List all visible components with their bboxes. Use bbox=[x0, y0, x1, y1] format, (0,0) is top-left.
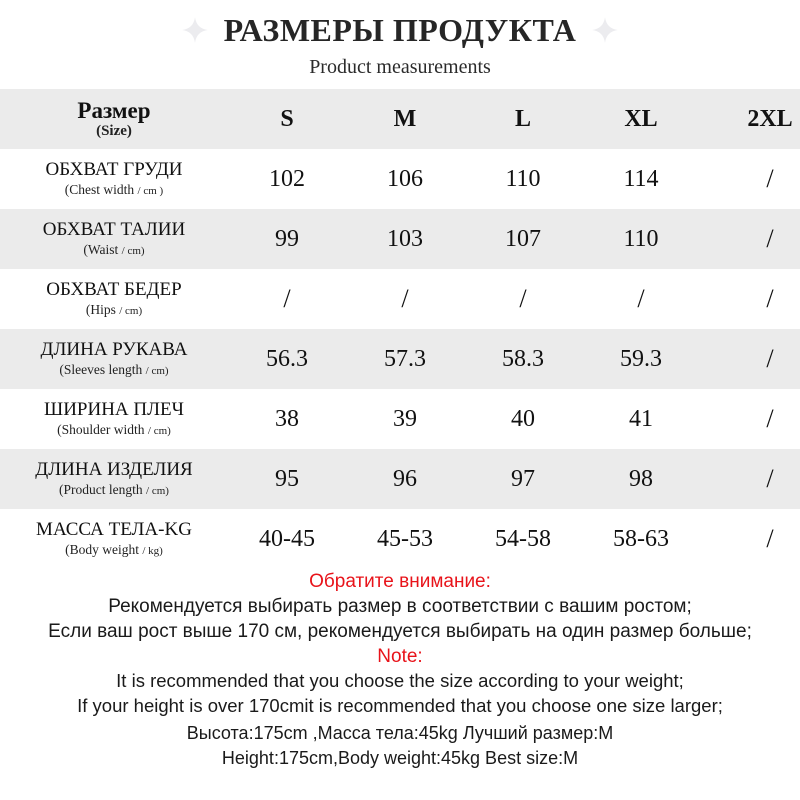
cell-value: / bbox=[766, 464, 774, 493]
example-line-en: Height:175cm,Body weight:45kg Best size:M bbox=[221, 747, 579, 768]
row-label-unit: / cm) bbox=[121, 245, 145, 258]
cell-value: 107 bbox=[505, 225, 541, 252]
row-label-unit: / cm ) bbox=[137, 185, 164, 198]
row-label-en bbox=[0, 482, 228, 498]
cell-value: 98 bbox=[629, 465, 653, 492]
row-label-chest bbox=[0, 149, 228, 209]
row-label-en bbox=[0, 242, 228, 258]
column-header-xl: XL bbox=[624, 105, 658, 132]
cell-value: 103 bbox=[387, 225, 423, 252]
row-label-en-text: (Shoulder width bbox=[57, 422, 145, 438]
table-row bbox=[0, 449, 800, 509]
cell-value: / bbox=[766, 284, 774, 313]
row-label-shoulder bbox=[0, 389, 228, 449]
notes-section bbox=[0, 569, 800, 771]
cell-value: 114 bbox=[623, 165, 659, 192]
header-size-en: (Size) bbox=[96, 122, 132, 139]
cell-value: 40-45 bbox=[259, 525, 315, 552]
row-label-en-text: (Sleeves length bbox=[59, 362, 143, 378]
table-row bbox=[0, 389, 800, 449]
cell-value: 40 bbox=[511, 405, 535, 432]
page-subtitle: Product measurements bbox=[309, 56, 491, 78]
row-label-unit: / cm) bbox=[119, 305, 143, 318]
table-row bbox=[0, 329, 800, 389]
row-label-ru: ОБХВАТ ТАЛИИ bbox=[42, 219, 186, 241]
cell-value: 56.3 bbox=[266, 345, 308, 372]
column-header-l: L bbox=[514, 105, 531, 132]
row-label-ru: ШИРИНА ПЛЕЧ bbox=[44, 399, 184, 421]
cell-value: 45-53 bbox=[377, 525, 433, 552]
title-block bbox=[0, 0, 800, 77]
cell-value: 110 bbox=[505, 165, 541, 192]
row-label-ru: ДЛИНА ИЗДЕЛИЯ bbox=[35, 459, 193, 481]
title-row bbox=[0, 9, 800, 51]
cell-value: / bbox=[283, 284, 291, 313]
row-label-product-length bbox=[0, 449, 228, 509]
row-label-unit: / kg) bbox=[142, 545, 163, 558]
row-label-en-text: (Waist bbox=[83, 242, 119, 258]
header-size-ru: Размер bbox=[77, 97, 151, 123]
cell-value: 41 bbox=[629, 405, 653, 432]
sparkle-right-icon bbox=[592, 17, 618, 43]
cell-value: / bbox=[637, 284, 645, 313]
note-line-en-1: It is recommended that you choose the size according to your weight; bbox=[116, 670, 684, 692]
row-label-sleeves bbox=[0, 329, 228, 389]
row-label-en bbox=[0, 182, 228, 198]
cell-value: 106 bbox=[387, 165, 423, 192]
sparkle-left-icon bbox=[182, 17, 208, 43]
cell-value: 97 bbox=[511, 465, 535, 492]
row-label-en bbox=[0, 422, 228, 438]
column-header-2xl: 2XL bbox=[747, 105, 793, 132]
row-label-unit: / cm) bbox=[146, 485, 169, 498]
row-label-en bbox=[0, 362, 228, 378]
table-row bbox=[0, 269, 800, 329]
row-label-body-weight bbox=[0, 509, 228, 569]
row-label-hips bbox=[0, 269, 228, 329]
row-label-unit: / cm) bbox=[147, 425, 171, 438]
table-header-row bbox=[0, 89, 800, 149]
cell-value: / bbox=[766, 344, 774, 373]
header-cell-size-label bbox=[0, 89, 228, 149]
cell-value: / bbox=[766, 164, 774, 193]
cell-value: 95 bbox=[275, 465, 299, 492]
table-row bbox=[0, 149, 800, 209]
table-row bbox=[0, 509, 800, 569]
row-label-en-text: (Hips bbox=[85, 302, 116, 318]
cell-value: 59.3 bbox=[620, 345, 662, 372]
note-line-ru-2: Если ваш рост выше 170 см, рекомендуется выбирать на один размер больше; bbox=[48, 621, 752, 643]
cell-value: 54-58 bbox=[495, 525, 551, 552]
size-measurements-table bbox=[0, 89, 800, 569]
cell-value: / bbox=[519, 284, 527, 313]
cell-value: / bbox=[766, 524, 774, 553]
cell-value: / bbox=[766, 224, 774, 253]
row-label-ru: ОБХВАТ ГРУДИ bbox=[45, 159, 183, 181]
row-label-unit: / cm) bbox=[145, 365, 169, 378]
table-row bbox=[0, 209, 800, 269]
example-line-ru: Высота:175cm ,Масса тела:45kg Лучший размер:М bbox=[186, 723, 614, 744]
cell-value: 110 bbox=[623, 225, 659, 252]
page-title: РАЗМЕРЫ ПРОДУКТА bbox=[223, 12, 577, 48]
row-label-ru: ОБХВАТ БЕДЕР bbox=[46, 279, 182, 301]
note-heading-en: Note: bbox=[377, 646, 423, 668]
column-header-s: S bbox=[280, 105, 294, 132]
cell-value: 57.3 bbox=[384, 345, 426, 372]
cell-value: 39 bbox=[393, 405, 417, 432]
note-heading-ru: Обратите внимание: bbox=[309, 571, 491, 592]
cell-value: 96 bbox=[393, 465, 417, 492]
row-label-ru: ДЛИНА РУКАВА bbox=[40, 339, 188, 361]
cell-value: 58-63 bbox=[613, 525, 669, 552]
row-label-en-text: (Product length bbox=[59, 482, 143, 498]
column-header-m: M bbox=[393, 105, 417, 132]
cell-value: 99 bbox=[275, 225, 299, 252]
note-line-ru-1: Рекомендуется выбирать размер в соответствии с вашим ростом; bbox=[108, 596, 692, 618]
cell-value: / bbox=[401, 284, 409, 313]
row-label-en bbox=[0, 302, 228, 318]
cell-value: 102 bbox=[269, 165, 305, 192]
cell-value: 38 bbox=[275, 405, 299, 432]
row-label-en-text: (Chest width bbox=[64, 182, 135, 198]
row-label-ru: МАССА ТЕЛА-KG bbox=[36, 519, 192, 541]
cell-value: / bbox=[766, 404, 774, 433]
cell-value: 58.3 bbox=[502, 345, 544, 372]
note-line-en-2: If your height is over 170cmit is recommended that you choose one size larger; bbox=[77, 694, 723, 716]
row-label-en bbox=[0, 542, 228, 558]
row-label-waist bbox=[0, 209, 228, 269]
row-label-en-text: (Body weight bbox=[65, 542, 139, 558]
